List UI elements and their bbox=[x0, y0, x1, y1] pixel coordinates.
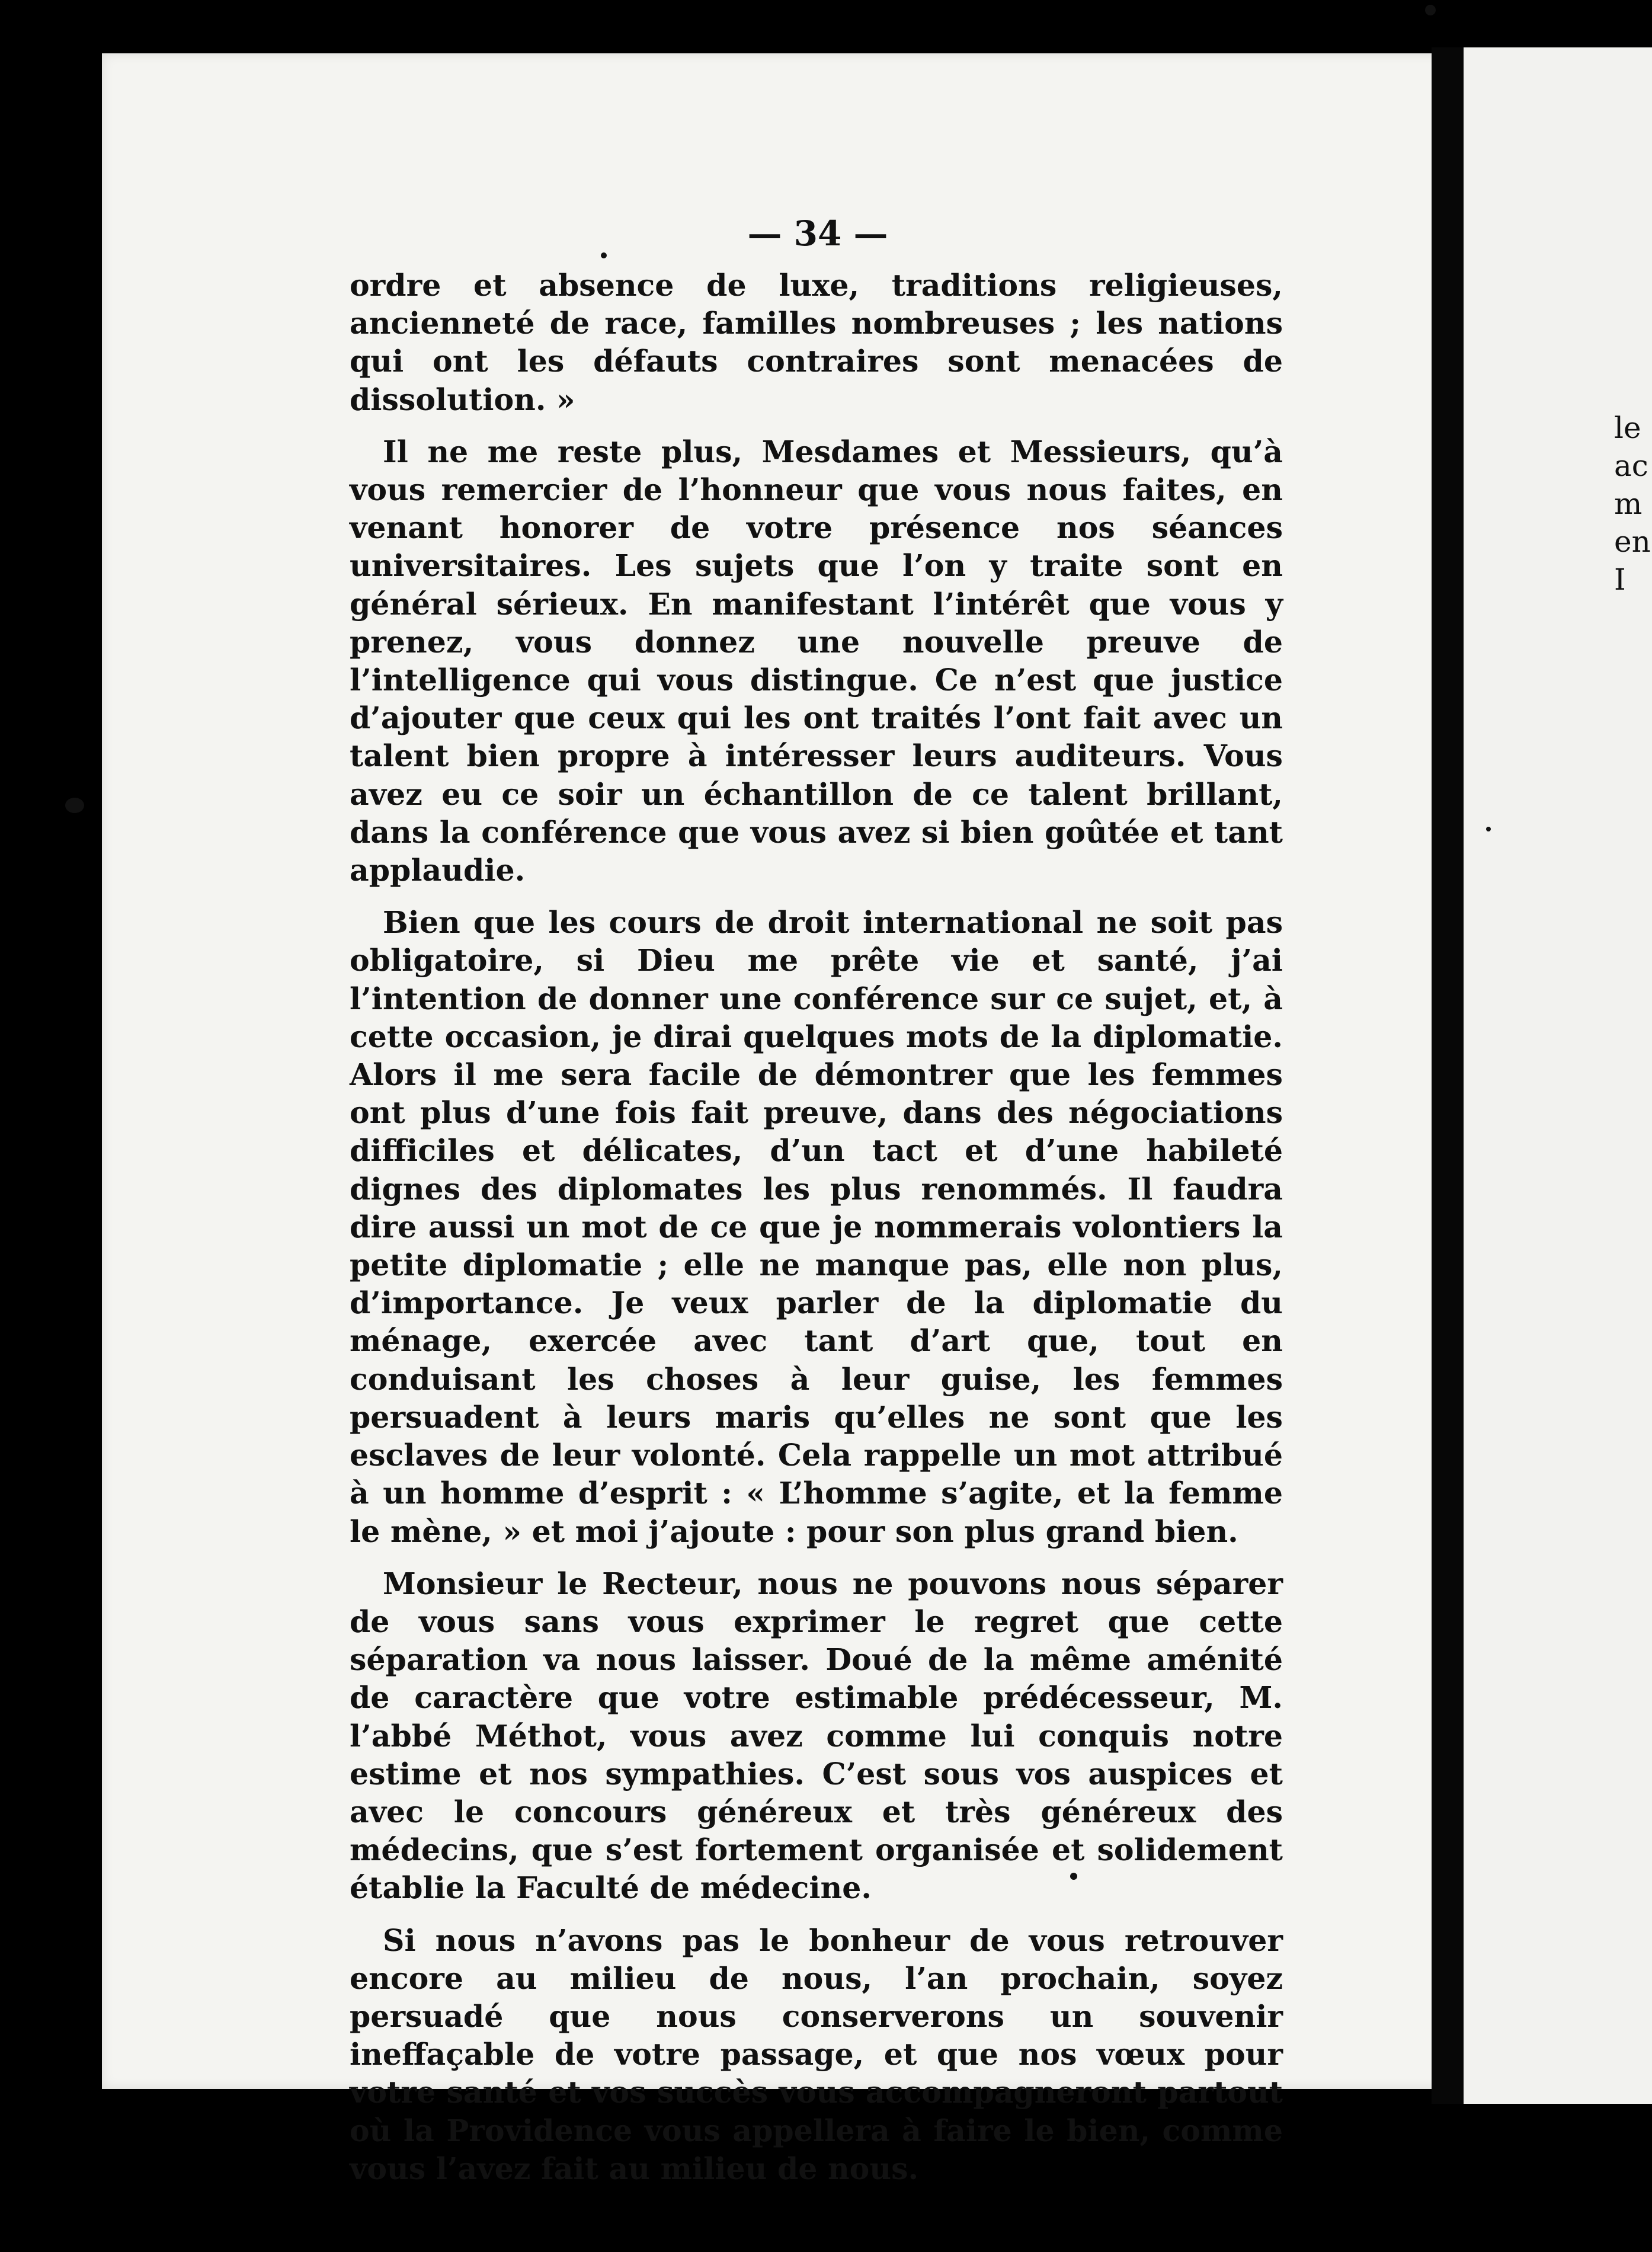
paragraph-5: Si nous n’avons pas le bonheur de vous retrouver encore au milieu de nous, l’an prochain, soyez persuadé que nous conserverons un souvenir ineffaçable de votre passage, et que nos vœux pour votre santé et vos succès vous accompagneront partout où la Providence vous appellera à faire le bien, comme vous l’avez fait au milieu de nous. bbox=[350, 1922, 1283, 2186]
ink-speck bbox=[1425, 5, 1436, 15]
book-spine-gutter bbox=[1432, 47, 1464, 2104]
ink-speck bbox=[601, 252, 607, 258]
adjacent-fragment: le bbox=[1614, 411, 1641, 445]
ink-speck bbox=[1070, 1873, 1077, 1880]
paragraph-4: Monsieur le Recteur, nous ne pouvons nous séparer de vous sans vous exprimer le regret que cette séparation va nous laisser. Doué de la même aménité de caractère que votre estimable prédécesseur, M. l’abbé Méthot, vous avez comme lui conquis notre estime et nos sympathies. C’est sous vos auspices et avec le concours généreux et très généreux des médecins, que s’est fortement organisée et solidement établie la Faculté de médecine. bbox=[350, 1566, 1283, 1906]
paragraph-3: Bien que les cours de droit international ne soit pas obligatoire, si Dieu me prête vie et santé, j’ai l’intention de donner une conférence sur ce sujet, et, à cette occasion, je dirai quelques mots de la diplomatie. Alors il me sera facile de démontrer que les femmes ont plus d’une fois fait preuve, dans des négociations difficiles et délicates, d’un tact et d’une habileté dignes des diplomates les plus renommés. Il faudra dire aussi un mot de ce que je nommerais volontiers la petite diplomatie ; elle ne manque pas, elle non plus, d’importance. Je veux parler de la diplomatie du ménage, exercée avec tant d’art que, tout en conduisant les choses à leur guise, les femmes persuadent à leurs maris qu’elles ne sont que les esclaves de leur volonté. Cela rappelle un mot attribué à un homme d’esprit : « L’homme s’agite, et la femme le mène, » et moi j’ajoute : pour son plus grand bien. bbox=[350, 905, 1283, 1549]
adjacent-fragment: en bbox=[1614, 524, 1651, 559]
paragraph-2: Il ne me reste plus, Mesdames et Messieurs, qu’à vous remercier de l’honneur que vous nous faites, en venant honorer de votre présence nos séances universitaires. Les sujets que l’on y traite sont en général sérieux. En manifestant l’intérêt que vous y prenez, vous donnez une nouvelle preuve de l’intelligence qui vous distingue. Ce n’est que justice d’ajouter que ceux qui les ont traités l’ont fait avec un talent bien propre à intéresser leurs auditeurs. Vous avez eu ce soir un échantillon de ce talent brillant, dans la conférence que vous avez si bien goûtée et tant applaudie. bbox=[350, 434, 1283, 888]
body-text bbox=[350, 267, 1283, 2202]
ink-speck bbox=[65, 798, 84, 813]
paragraph-1: ordre et absence de luxe, traditions religieuses, ancienneté de race, familles nombreuses ; les nations qui ont les défauts contraires sont menacées de dissolution. » bbox=[350, 268, 1283, 417]
adjacent-fragment: I bbox=[1614, 562, 1626, 597]
adjacent-fragment: m bbox=[1614, 487, 1643, 521]
adjacent-page-text bbox=[1614, 409, 1652, 599]
adjacent-page bbox=[1464, 47, 1652, 2104]
page-number: — 34 — bbox=[747, 213, 888, 254]
adjacent-fragment: ac bbox=[1614, 449, 1648, 483]
ink-speck bbox=[1486, 827, 1491, 831]
